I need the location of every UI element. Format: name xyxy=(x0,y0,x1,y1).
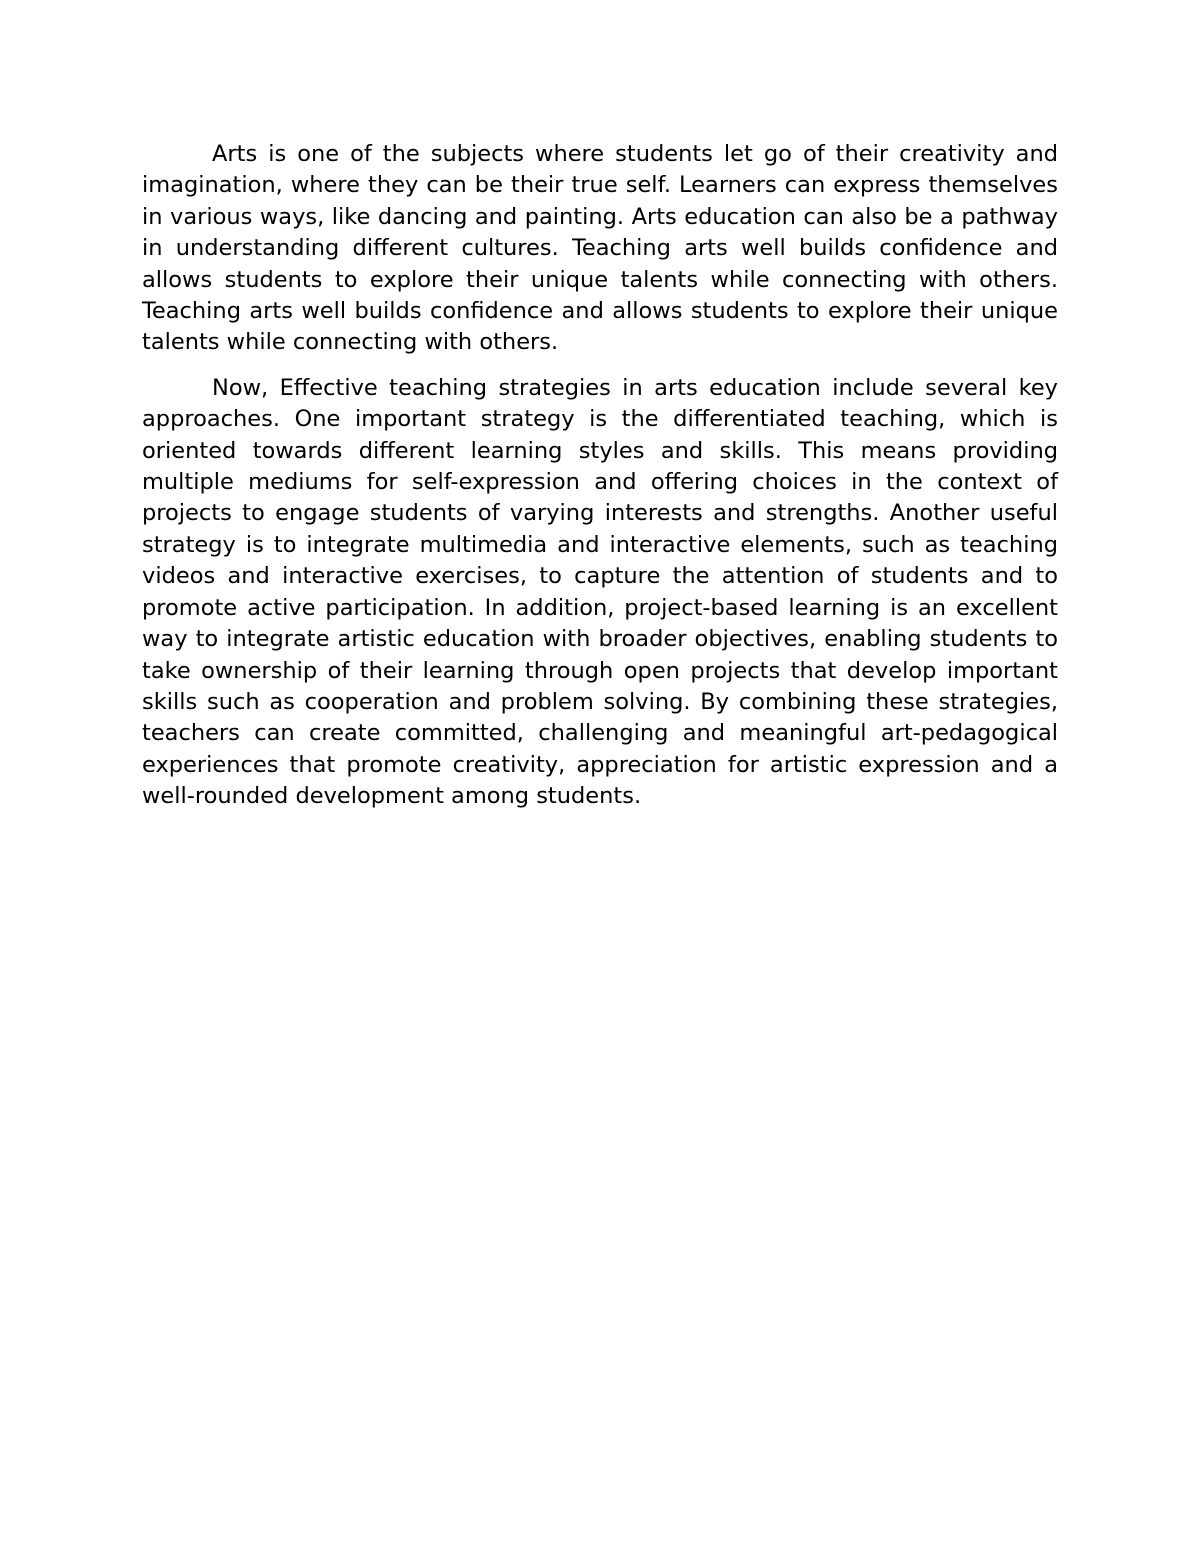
paragraph-teaching-strategies: Now, Effective teaching strategies in arts education include several key approaches. One important strategy is the differentiated teaching, which is oriented towards different learning styles and skills. This means providing multiple mediums for self-expression and offering choices in the context of projects to engage students of varying interests and strengths. Another useful strategy is to integrate multimedia and interactive elements, such as teaching videos and interactive exercises, to capture the attention of students and to promote active participation. In addition, project-based learning is an excellent way to integrate artistic education with broader objectives, enabling students to take ownership of their learning through open projects that develop important skills such as cooperation and problem solving. By combining these strategies, teachers can create committed, challenging and meaningful art-pedagogical experiences that promote creativity, appreciation for artistic expression and a well-rounded development among students. xyxy=(142,374,1058,810)
document-body xyxy=(142,139,1058,827)
paragraph-arts-intro: Arts is one of the subjects where students let go of their creativity and imagination, where they can be their true self. Learners can express themselves in various ways, like dancing and painting. Arts education can also be a pathway in understanding different cultures. Teaching arts well builds confidence and allows students to explore their unique talents while connecting with others. Teaching arts well builds confidence and allows students to explore their unique talents while connecting with others. xyxy=(142,141,1058,356)
